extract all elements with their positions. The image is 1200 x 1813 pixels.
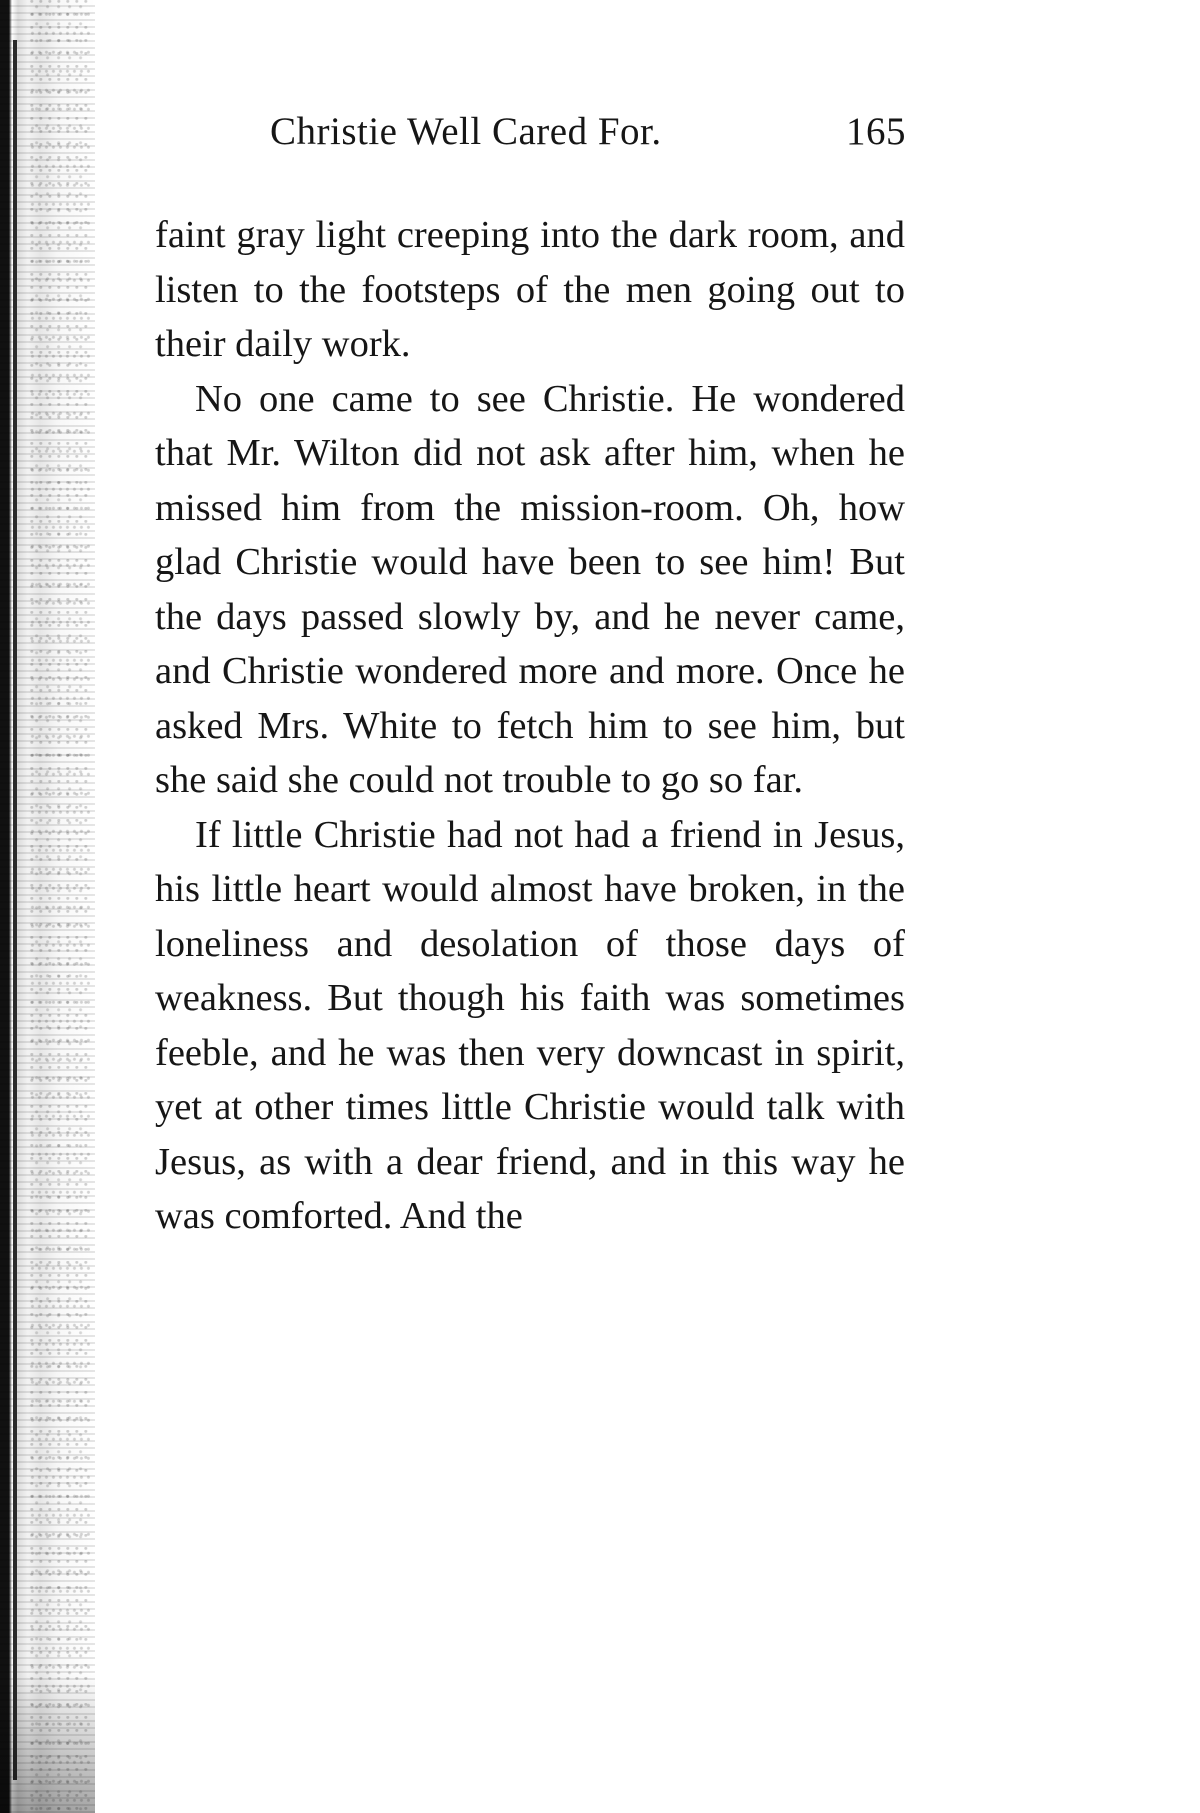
running-title: Christie Well Cared For. — [270, 110, 662, 153]
body-text — [155, 208, 905, 1244]
running-head — [270, 108, 906, 156]
paragraph: No one came to see Christie. He wondered that Mr. Wilton did not ask after him, when he missed him from the mission-room. Oh, how glad Christie would have been to see him! But the days passed slowly by, and he never came, and Christie wondered more and more. Once he asked Mrs. White to fetch him to see him, but she said she could not trouble to go so far. — [155, 377, 905, 801]
paragraph: If little Christie had not had a friend in Jesus, his little heart would almost have broken, in the loneliness and desolation of those days of weakness. But though his faith was sometimes feeble, and he was then very downcast in spirit, yet at other times little Christie would talk with Jesus, as with a dear friend, and in this way he was comforted. And the — [155, 813, 905, 1237]
paragraph-continued: faint gray light creeping into the dark room, and listen to the footsteps of the men going out to their daily work. — [155, 214, 905, 365]
binding-shadow-bottom — [0, 1673, 95, 1813]
book-binding-edge — [0, 0, 95, 1813]
scan-speckle — [30, 0, 90, 1813]
page-number: 165 — [846, 110, 906, 153]
binding-shadow-line — [13, 40, 17, 1780]
